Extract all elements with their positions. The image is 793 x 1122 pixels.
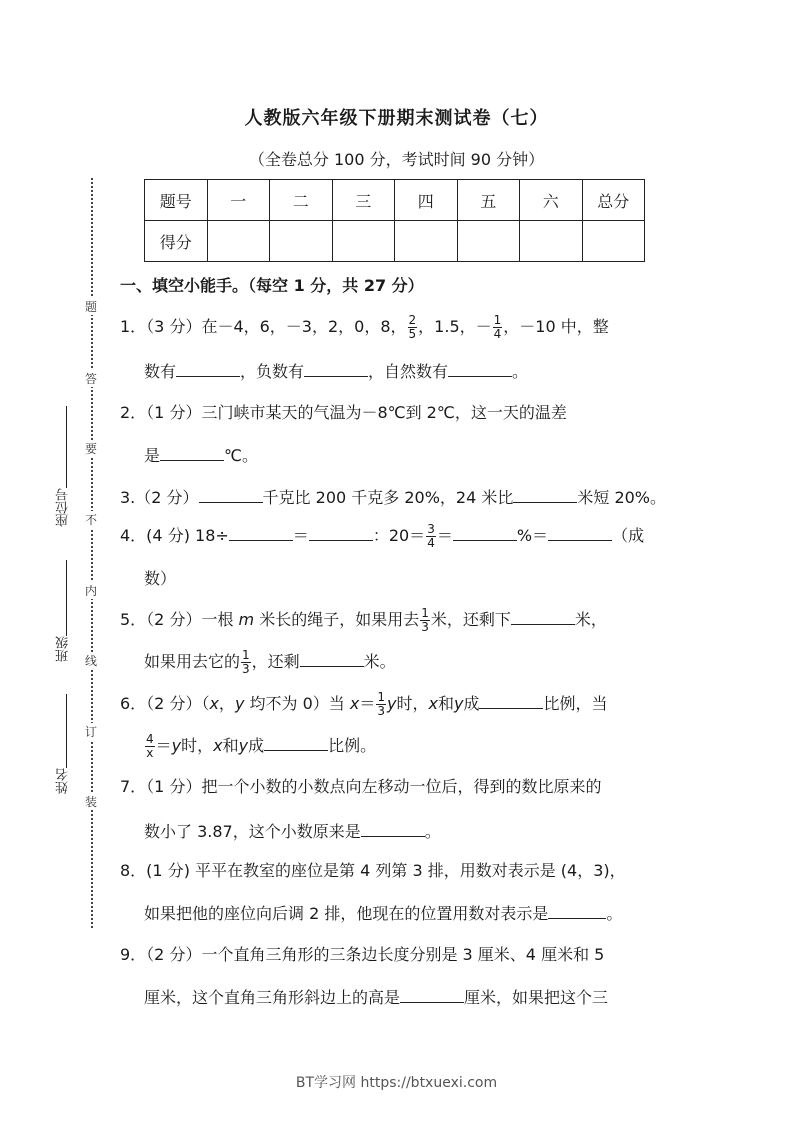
text: 数小了 3.87，这个小数原来是 — [144, 822, 361, 841]
text: 。 — [424, 822, 441, 841]
text: 比例。 — [328, 736, 377, 755]
seal-char: 题 — [85, 300, 98, 314]
denominator: 3 — [377, 704, 385, 718]
score-entry-cell[interactable] — [270, 221, 333, 262]
numerator: 2 — [408, 313, 417, 327]
text: ＝ — [292, 526, 309, 545]
answer-blank[interactable] — [361, 818, 425, 837]
text: 均不为 0）当 — [249, 694, 345, 713]
text: 成 — [463, 694, 480, 713]
answer-blank[interactable] — [309, 522, 373, 541]
variable: y — [238, 736, 249, 755]
answer-blank[interactable] — [400, 984, 464, 1003]
text: %＝ — [516, 526, 549, 545]
numerator: 1 — [421, 606, 429, 620]
variable: y — [171, 736, 182, 755]
binding-dotted-line — [91, 178, 93, 928]
seal-char: 答 — [85, 372, 98, 386]
table-cell: 题号 — [145, 180, 208, 221]
answer-blank[interactable] — [548, 900, 606, 919]
question-7-line-2 — [144, 818, 441, 842]
question-7-line-1: 7．（1 分）把一个小数的小数点向左移动一位后，得到的数比原来的 — [120, 777, 602, 796]
denominator: 5 — [408, 327, 417, 341]
text: 时， — [396, 694, 429, 713]
class-field[interactable] — [66, 560, 67, 636]
text: 6．（2 分）（ — [120, 694, 210, 713]
text: 3.（2 分） — [120, 488, 199, 507]
fraction — [241, 649, 251, 676]
text: ＝ — [155, 736, 172, 755]
variable: x — [428, 694, 438, 713]
table-cell: 二 — [270, 180, 333, 221]
table-cell: 得分 — [145, 221, 208, 262]
numerator: 1 — [493, 313, 502, 327]
text: 成 — [248, 736, 265, 755]
table-cell: 三 — [332, 180, 395, 221]
text: ， — [218, 694, 235, 713]
text: ：20＝ — [372, 526, 426, 545]
score-entry-cell[interactable] — [332, 221, 395, 262]
question-6-line-2 — [144, 732, 376, 760]
question-2-line-2 — [144, 442, 258, 466]
variable: x — [213, 736, 223, 755]
denominator: 3 — [242, 662, 250, 676]
table-cell: 一 — [207, 180, 270, 221]
question-4-line-2: 数） — [144, 569, 177, 588]
denominator: 4 — [427, 536, 435, 550]
text: 米短 20%。 — [577, 488, 667, 507]
denominator: 3 — [421, 620, 429, 634]
answer-blank[interactable] — [548, 522, 612, 541]
score-entry-cell[interactable] — [582, 221, 645, 262]
text: 如果用去它的 — [144, 652, 241, 671]
denominator: x — [146, 746, 154, 760]
question-9-line-2 — [144, 984, 608, 1008]
numerator: 3 — [427, 522, 435, 536]
text: ℃。 — [224, 446, 258, 465]
fraction — [426, 523, 436, 550]
text: 4．(4 分) 18÷ — [120, 526, 229, 545]
page-title: 人教版六年级下册期末测试卷（七） — [244, 108, 549, 129]
text: 数有 — [144, 362, 177, 381]
text: 厘米，这个直角三角形斜边上的高是 — [144, 988, 401, 1007]
name-field[interactable] — [66, 694, 67, 768]
text: ＝ — [359, 694, 376, 713]
answer-blank[interactable] — [453, 522, 517, 541]
name-label: 姓名 — [56, 768, 71, 794]
text: ，自然数有 — [368, 362, 449, 381]
score-entry-cell[interactable] — [207, 221, 270, 262]
variable: y — [453, 694, 464, 713]
answer-blank[interactable] — [304, 358, 368, 377]
score-entry-cell[interactable] — [520, 221, 583, 262]
table-cell: 四 — [395, 180, 458, 221]
seal-char: 装 — [85, 795, 98, 809]
seal-char: 内 — [85, 584, 98, 598]
score-table-header-row — [145, 180, 645, 221]
denominator: 4 — [493, 327, 502, 341]
question-5-line-1 — [120, 606, 607, 634]
text: ，还剩 — [251, 652, 300, 671]
question-6-line-1 — [120, 690, 607, 718]
answer-blank[interactable] — [264, 732, 328, 751]
seal-char: 要 — [85, 442, 98, 456]
text: 米长的绳子，如果用去 — [259, 610, 420, 629]
text: ，负数有 — [240, 362, 305, 381]
section-heading: 一、填空小能手。（每空 1 分，共 27 分） — [120, 276, 424, 295]
text: ，－10 中，整 — [503, 317, 609, 336]
question-4-line-1 — [120, 522, 644, 550]
question-9-line-1: 9．（2 分）一个直角三角形的三条边长度分别是 3 厘米、4 厘米和 5 — [120, 945, 605, 964]
answer-blank[interactable] — [199, 484, 263, 503]
text: 是 — [144, 446, 161, 465]
text: 米。 — [363, 652, 396, 671]
question-5-line-2 — [144, 648, 396, 676]
variable: m — [238, 610, 255, 629]
text: ＝ — [436, 526, 453, 545]
variable: x — [349, 694, 360, 713]
score-entry-cell[interactable] — [457, 221, 520, 262]
class-label: 班级 — [56, 636, 71, 662]
answer-blank[interactable] — [513, 484, 577, 503]
text: 和 — [222, 736, 239, 755]
text: 比例，当 — [543, 694, 608, 713]
text: 。 — [512, 362, 529, 381]
text: 千克比 200 千克多 20%，24 米比 — [262, 488, 514, 507]
text: 。 — [606, 904, 623, 923]
seal-char: 线 — [85, 654, 98, 668]
text: 1．（3 分）在－4，6，－3，2，0，8， — [120, 317, 407, 336]
fraction — [493, 314, 503, 341]
text: 如果把他的座位向后调 2 排，他现在的位置用数对表示是 — [144, 904, 549, 923]
answer-blank[interactable] — [448, 358, 512, 377]
answer-blank[interactable] — [160, 442, 224, 461]
score-entry-cell[interactable] — [395, 221, 458, 262]
variable: x — [209, 694, 219, 713]
text: 和 — [437, 694, 454, 713]
fraction — [145, 733, 155, 760]
text: （成 — [612, 526, 645, 545]
question-1-line-2 — [144, 358, 528, 382]
seat-number-label: 座位号 — [56, 488, 71, 527]
text: ，1.5，－ — [418, 317, 492, 336]
question-3 — [120, 484, 666, 508]
table-cell: 五 — [457, 180, 520, 221]
text: 厘米，如果把这个三 — [464, 988, 609, 1007]
table-cell: 总分 — [582, 180, 645, 221]
score-table — [144, 179, 645, 262]
table-cell: 六 — [520, 180, 583, 221]
variable: y — [234, 694, 245, 713]
answer-blank[interactable] — [479, 690, 543, 709]
fraction — [376, 691, 386, 718]
answer-blank[interactable] — [300, 648, 364, 667]
text: 米，还剩下 — [430, 610, 511, 629]
numerator: 1 — [377, 690, 385, 704]
text: 米， — [574, 610, 607, 629]
answer-blank[interactable] — [511, 606, 575, 625]
footer-watermark: BT学习网 https://btxuexi.com — [295, 1075, 498, 1091]
page-subtitle: （全卷总分 100 分，考试时间 90 分钟） — [248, 150, 545, 169]
answer-blank[interactable] — [176, 358, 240, 377]
score-table-score-row — [145, 221, 645, 262]
text: 5．（2 分）一根 — [120, 610, 234, 629]
variable: y — [387, 694, 397, 713]
fraction — [420, 607, 430, 634]
question-1-line-1 — [120, 314, 609, 341]
answer-blank[interactable] — [229, 522, 293, 541]
fraction — [408, 314, 418, 341]
seal-char: 订 — [85, 725, 98, 739]
question-8-line-1: 8．(1 分) 平平在教室的座位是第 4 列第 3 排，用数对表示是 (4，3)， — [120, 861, 626, 880]
text: 时， — [181, 736, 214, 755]
seal-char: 不 — [85, 513, 98, 527]
question-8-line-2 — [144, 900, 622, 924]
numerator: 4 — [146, 732, 154, 746]
numerator: 1 — [242, 648, 250, 662]
question-2-line-1: 2．（1 分）三门峡市某天的气温为－8℃到 2℃，这一天的温差 — [120, 403, 567, 422]
seat-number-field[interactable] — [66, 406, 67, 488]
